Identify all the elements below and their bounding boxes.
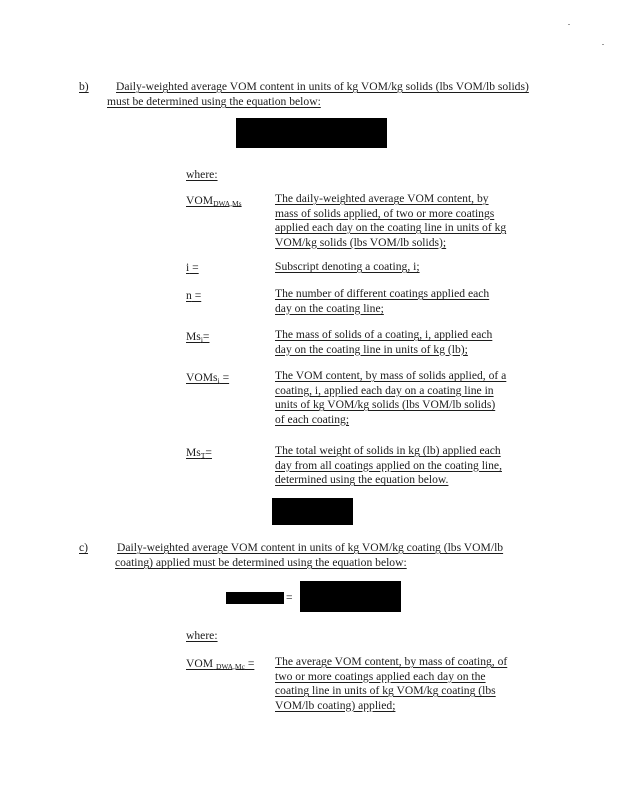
term-n: n = [186,289,202,302]
definition-n: The number of different coatings applied each day on the coating line; [275,287,490,315]
term-i: i = [186,261,199,274]
term-vom-dwa-ms: $VOM_{DWA,Ms}$ [186,194,242,208]
where-label-2: where: [186,629,218,642]
section-c-line-2: coating) applied must be determined using the equation below: [115,556,407,569]
section-b-text [107,79,556,109]
redacted-equation-c-left [226,592,284,604]
section-b-line-1: Daily-weighted average VOM content in units of kg VOM/kg solids (lbs VOM/lb solids) [116,80,529,93]
term-vom-dwa-mc: VOM $_{DWA,Mc}$ = [186,657,255,671]
term-ms-t: $Ms_T=$ [186,446,212,460]
section-c-marker: c) [79,541,89,554]
equals-sign: = [286,591,293,604]
section-c-text [117,540,557,570]
section-b-marker: b) [79,80,89,93]
term-ms-i: $Ms_i=$ [186,330,210,344]
section-c-line-1: Daily-weighted average VOM content in units of kg VOM/kg coating (lbs VOM/lb [117,541,504,554]
term-voms-i: VOMs$_i$ = [186,371,230,385]
redacted-equation-b [236,118,387,148]
definition-ms-t: The total weight of solids in kg (lb) applied each day from all coatings applied on the coating line, determined using the equation below. [275,444,502,486]
scan-speck [568,24,570,25]
section-b-line-2: must be determined using the equation below: [107,95,321,108]
definition-i: Subscript denoting a coating, i; [275,260,420,273]
where-label: where: [186,168,218,181]
definition-ms-i: The mass of solids of a coating, i, applied each day on the coating line in units of kg (lb); [275,328,493,356]
definition-vom-dwa-mc: The average VOM content, by mass of coating, of two or more coatings applied each day on the coating line in units of kg VOM/kg coating (lbs VOM/lb coating) applied; [275,655,508,712]
redacted-equation-c-right [300,581,401,612]
scan-speck [602,44,604,45]
definition-voms-i: The VOM content, by mass of solids applied, of a coating, i, applied each day on a coating line in units of kg VOM/kg solids (lbs VOM/lb solids) of each coating; [275,369,507,426]
definition-vom-dwa-ms: The daily-weighted average VOM content, by mass of solids applied, of two or more coatings applied each day on the coating line in units of kg VOM/kg solids (lbs VOM/lb solids); [275,192,507,249]
redacted-equation-ms-t [272,498,353,525]
